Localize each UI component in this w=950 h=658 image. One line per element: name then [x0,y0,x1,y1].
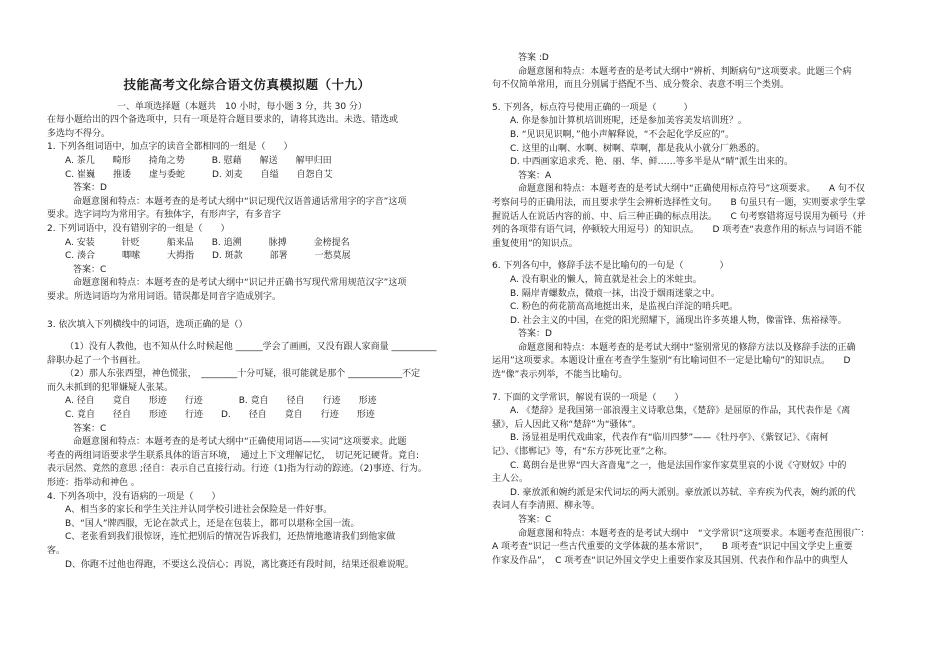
text-line: （1）没有人教他，也不知从什么时候起他 ______学会了画画，又没有跟人家商量 __________ [65,342,437,353]
answer: 答案：A [518,170,552,181]
text-line: 辞职办起了一个书画社。 [47,355,147,366]
answer: 答案：D [518,329,552,340]
option-line: D. 豪放派和婉约派是宋代词坛的两大派别。豪放派以苏轼、辛弃疾为代表，婉约派的代 [510,487,856,498]
explanation: 握说话人在说话内容的前、中、后三种正确的标点用法。 C 句考察错将逗号误用为顿号（并 [492,211,866,222]
explanation: 形迹：指举动和神色 。 [47,478,140,489]
option-line: 记》、《邯郸记》等，有“东方莎死比亚”之称。 [492,447,673,458]
question-7: 7. 下面的文学常识，解说有误的一项是（ ） [492,392,684,403]
option-line: C. 葛朗台是世界“四大吝啬鬼”之一，他是法国作家作家莫里哀的小说《守财奴》中的 [510,460,847,471]
question-2: 2. 下列词语中，没有错别字的一组是（ ） [47,223,230,234]
option-line: 骚》，后人因此又称“楚辞”为“骚体”。 [492,419,642,430]
option-line: C、老张看到我们很惊讶，连忙把别后的情况告诉我们，还热情地邀请我们到他家做 [65,532,396,543]
answer: 答案：D [73,183,107,194]
left-column [47,0,447,572]
explanation: 要求。所选词语均为常用词语。错误都是同音字造成别字。 [47,291,282,302]
option-line: D. 社会主义的中国，在党的阳光照耀下，涌现出许多英雄人物，像雷锋、焦裕禄等。 [510,315,847,326]
option-line: C. 粉色的荷花箭高高地挺出来，是监视白洋淀的哨兵吧。 [510,302,739,313]
question-1: 1. 下列各组词语中，加点字的读音全都相同的一组是（ ） [47,142,293,153]
text-line: 而久未抓到的犯罪嫌疑人张某。 [47,382,174,393]
option-line: D、你跑不过他也得跑，不要这么没信心；再说，离比赛还有段时间，结果还很难说呢。 [65,559,414,570]
option-line: A、相当多的家长和学生关注并认同学校引进社会保险是一件好事。 [65,505,333,516]
explanation: 命题意图和特点：本题考查的是考试大纲中“鉴别常见的修辞方法以及修辞手法的正确 [518,342,856,353]
option-line: C. 湊合 唧嗦 大拇指 D. 斑款 部署 一愁莫展 [65,251,351,262]
explanation: 要求。选字词均为常用字。有独体字，有形声字，有多音字 [47,210,282,221]
answer: 答案：C [73,264,107,275]
explanation: 考查的两组词语要求学生联系具体的语言环境， 通过上下文理解记忆， 切记死记硬背。竟自: [47,450,420,461]
option-line: A. 茶几 畸形 掎角之势 B. 慰藉 解送 解甲归田 [65,155,332,166]
option-line: A. 径自 竟自 形迹 行迹 B. 竟自 径自 行迹 形迹 [65,396,377,407]
option-line: B. 汤显祖是明代戏曲家，代表作有“临川四梦”——《牡丹亭》、《紫钗记》、《南柯 [510,433,829,444]
option-line: 主人公。 [492,474,529,485]
option-line: B. “见识见识啊，”他小声解释说，“不会起化学反应的”。 [510,129,735,140]
explanation: 命题意图和特点：本题考查的是考试大纲中“识记并正确书写现代常用规范汉字”这项 [73,278,407,289]
text-line: （2）那人东张西望，神色慌张， ________十分可疑，很可能就是那个 ____________不定 [65,369,421,380]
explanation: 作家及作品”， C 项考查“识记外国文学史上重要作家及其国别、代表作和作品中的典型人 [492,555,848,566]
answer: 答案 :D [518,53,549,63]
explanation: 句不仅简单常用，而且分别属于搭配不当、成分赘余、表意不明三个类别。 [492,80,790,91]
option-line: C. 竟自 径自 形迹 行迹 D. 径自 竟自 行迹 形迹 [65,410,375,421]
option-line: A. 你是参加计算机培训班呢，还是参加美容美发培训班？。 [510,116,747,127]
explanation: 命题意图和特点：本题考查的是考试大纲中“正确使用词语——实词”这项要求。此题 [73,437,407,448]
explanation: 命题意图和特点：本题考查的是考试大纲中“辨析、判断病句”这项要求。此题三个病 [518,66,852,77]
section-heading: 一、单项选择题（本题共 10 小时，每小题 3 分，共 30 分） [117,101,367,112]
explanation: A 项考查“识记一些古代重要的文学体裁的基本常识”， B 项考查“识记中国文学史上重要 [492,542,853,553]
explanation: 运用”这项要求。本题设计重在考查学生鉴别“有比喻词但不一定是比喻句”的知识点。 D [492,356,851,367]
explanation: 表示居然、竟然的意思 ;径自：表示自己直接行动。行迹（1)指为行动的踪迹。（2)事迹、行为。 [47,464,427,475]
question-3: 3. 依次填入下列横线中的词语，选项正确的是（） [47,319,248,330]
explanation: 列的各项带有语气词，停顿较大用逗号）的知识点。 D 项考查“表意作用的标点与词语不能 [492,225,862,236]
option-line: A. 《楚辞》是我国第一部浪漫主义诗歌总集，《楚辞》是屈原的作品，其代表作是《离 [510,406,851,417]
option-line: C. 这里的山啊、水啊、树啊、草啊，都是我从小就分厂熟悉的。 [510,143,766,154]
explanation: 命题意图和特点：本题考查的是考试大纲中“识记现代汉语普通话常用字的字音”这项 [73,196,407,207]
text-line: 在每小题给出的四个备选项中，只有一项是符合题目要求的，请将其选出。未选、错选或 [47,115,399,126]
option-line: B. 隔岸青螺数点，微痕一抹，出没于烟雨迷蒙之中。 [510,288,720,299]
option-line: A. 安装 针贬 船来品 B. 追溯 脉搏 金榜提名 [65,237,350,248]
option-line: C. 崔巍 推诿 虚与委蛇 D. 刘麦 自缢 自怨自艾 [65,169,333,180]
explanation: 命题意图和特点：本题考查的是考试大纲中 “文学常识”这项要求。本题考查范围很广： [518,528,870,539]
explanation: 重复使用”的知识点。 [492,238,578,249]
question-5: 5. 下列各，标点符号使用正确的一项是（ ） [492,102,693,113]
page-title: 技能高考文化综合语文仿真模拟题（十九） [123,77,371,92]
explanation: 选“像”表示列举，不能当比喻句。 [492,370,628,381]
option-line: A. 没有职业的懒人，简直就是社会上的米蛀虫。 [510,274,702,285]
option-line: D. 中西画家追求秃、艳、丽、华、鲜……等多半是从“晴”派生出来的。 [510,157,793,168]
text-line: 多选均不得分。 [47,128,111,139]
answer: 答案：C [73,423,107,434]
question-6: 6. 下列各句中，修辞手法不是比喻句的一句是（ ） [492,261,729,272]
right-column [492,52,892,568]
answer: 答案：C [518,515,552,525]
option-line: 客。 [47,546,66,556]
explanation: 考察问号的正确用法，而且要求学生会辨析选择性文句。 B 句虽只有一题，实则要求学生掌 [492,197,866,208]
option-line: B、“国人”牌西服，无论在款式上，还是在包装上，都可以堪称全国一流。 [65,518,360,529]
question-4: 4. 下列各项中，没有语病的一项是（ ） [47,491,221,502]
option-line: 表词人有李清照、柳永等。 [492,501,601,512]
explanation: 命题意图和特点：本题考查的是考试大纲中“正确使用标点符号”这项要求。 A 句不仅 [518,184,865,195]
